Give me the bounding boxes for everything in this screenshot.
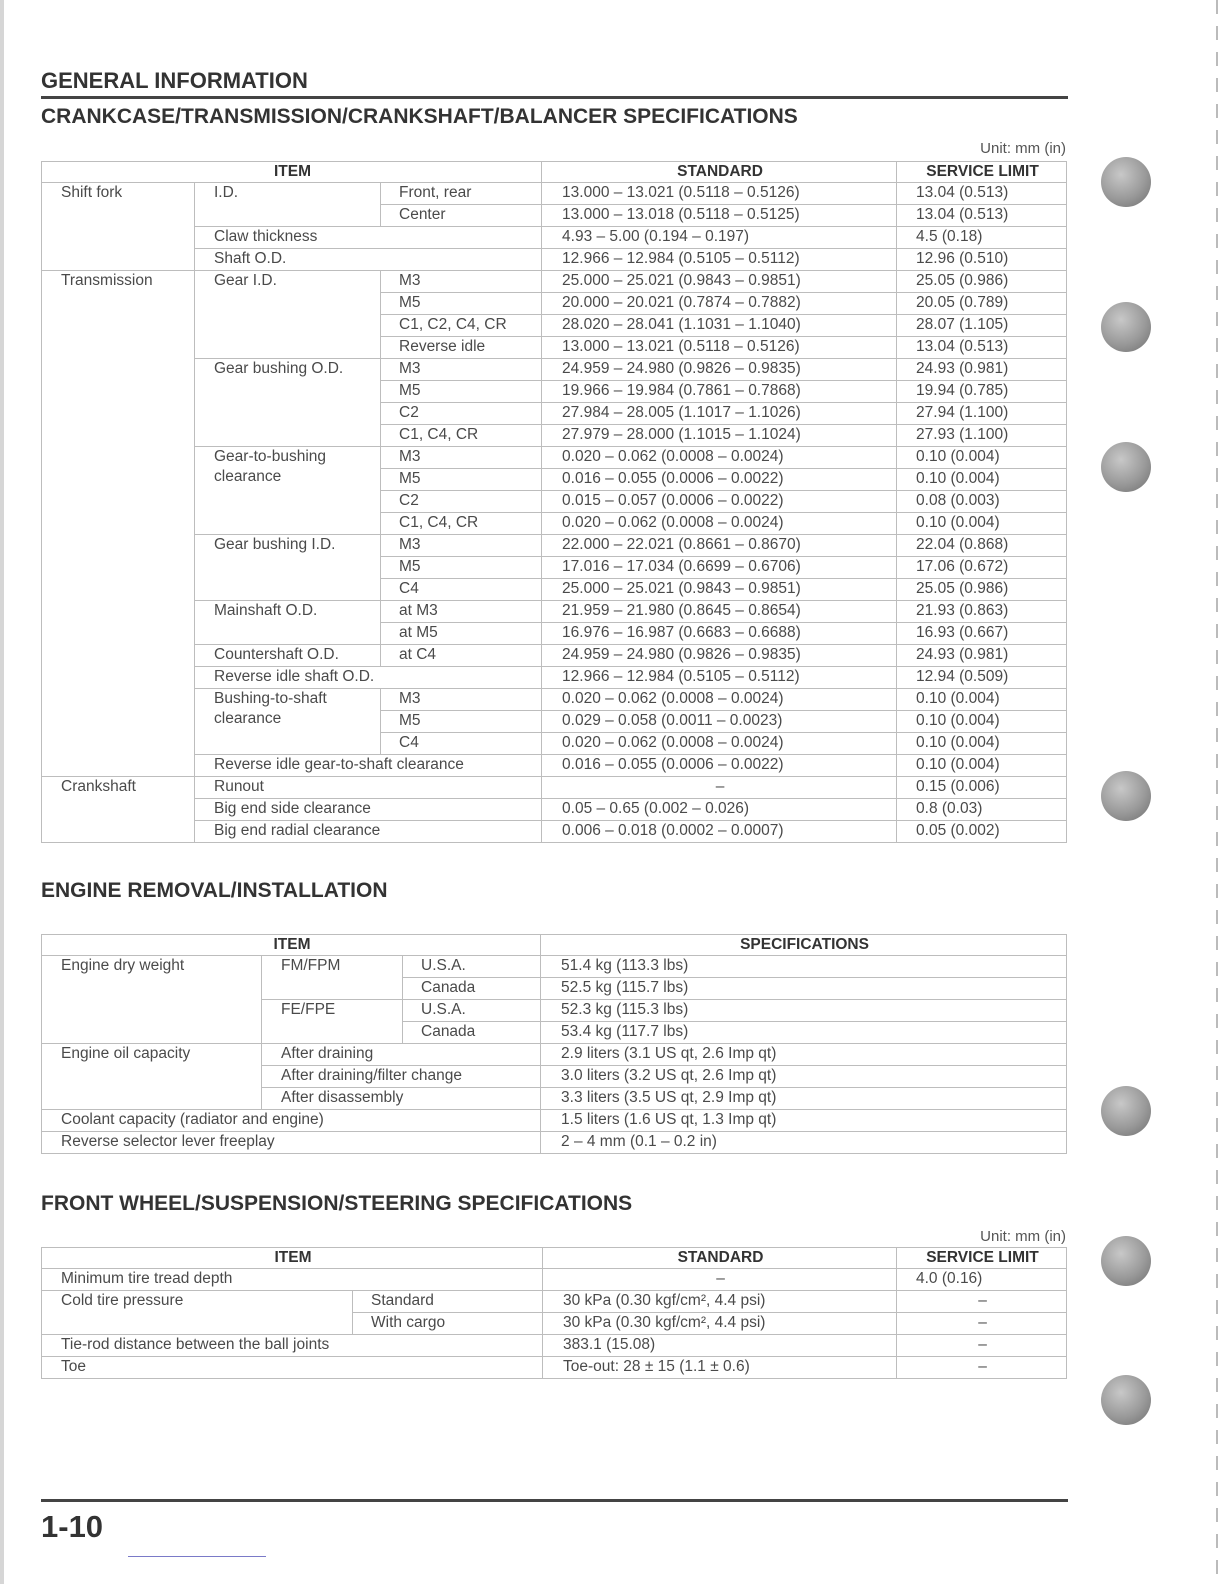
spec-cell: 52.5 kg (115.7 lbs) bbox=[541, 978, 1067, 1000]
spec-cell: 2.9 liters (3.1 US qt, 2.6 Imp qt) bbox=[541, 1044, 1067, 1066]
limit-cell: – bbox=[897, 1335, 1067, 1357]
standard-cell: 12.966 – 12.984 (0.5105 – 0.5112) bbox=[542, 667, 897, 689]
limit-cell: 25.05 (0.986) bbox=[897, 271, 1067, 293]
limit-cell: 13.04 (0.513) bbox=[897, 337, 1067, 359]
limit-cell: – bbox=[897, 1313, 1067, 1335]
limit-cell: 12.96 (0.510) bbox=[897, 249, 1067, 271]
sub-item-cell: C1, C4, CR bbox=[381, 513, 542, 535]
table-row bbox=[42, 1044, 1067, 1066]
item-cell: After draining/filter change bbox=[262, 1066, 541, 1088]
sub-item-cell: M5 bbox=[381, 557, 542, 579]
limit-cell: 0.15 (0.006) bbox=[897, 777, 1067, 799]
sub-item-cell: at M3 bbox=[381, 601, 542, 623]
table-row bbox=[42, 601, 1067, 623]
standard-cell: 27.984 – 28.005 (1.1017 – 1.1026) bbox=[542, 403, 897, 425]
table-header-row bbox=[42, 162, 1067, 183]
sub-item-cell: Center bbox=[381, 205, 542, 227]
standard-cell: 0.05 – 0.65 (0.002 – 0.026) bbox=[542, 799, 897, 821]
limit-cell: 24.93 (0.981) bbox=[897, 359, 1067, 381]
standard-cell: 25.000 – 25.021 (0.9843 – 0.9851) bbox=[542, 271, 897, 293]
table-row bbox=[42, 1335, 1067, 1357]
sub-item-cell: M3 bbox=[381, 271, 542, 293]
table-row bbox=[42, 183, 1067, 205]
table-header-row bbox=[42, 1248, 1067, 1269]
column-header-specifications: SPECIFICATIONS bbox=[541, 935, 1067, 956]
spec-cell: 52.3 kg (115.3 lbs) bbox=[541, 1000, 1067, 1022]
standard-cell: 17.016 – 17.034 (0.6699 – 0.6706) bbox=[542, 557, 897, 579]
page-edge-left bbox=[0, 0, 4, 1584]
standard-cell: 24.959 – 24.980 (0.9826 – 0.9835) bbox=[542, 359, 897, 381]
table-row bbox=[42, 821, 1067, 843]
table-row bbox=[42, 755, 1067, 777]
table-row bbox=[42, 535, 1067, 557]
spec-cell: 53.4 kg (117.7 lbs) bbox=[541, 1022, 1067, 1044]
item-cell: Toe bbox=[42, 1357, 543, 1379]
footer-rule bbox=[41, 1499, 1068, 1502]
limit-cell: 0.10 (0.004) bbox=[897, 447, 1067, 469]
table-row bbox=[42, 799, 1067, 821]
item-cell: Reverse idle shaft O.D. bbox=[195, 667, 542, 689]
standard-cell: 24.959 – 24.980 (0.9826 – 0.9835) bbox=[542, 645, 897, 667]
standard-cell: 20.000 – 20.021 (0.7874 – 0.7882) bbox=[542, 293, 897, 315]
item-cell: After draining bbox=[262, 1044, 541, 1066]
sub-item-cell: at M5 bbox=[381, 623, 542, 645]
engine-spec-table bbox=[41, 934, 1067, 1154]
sub-item-cell: M3 bbox=[381, 689, 542, 711]
item-group-cell: Transmission bbox=[42, 271, 195, 777]
standard-cell: 27.979 – 28.000 (1.1015 – 1.1024) bbox=[542, 425, 897, 447]
sub-item-cell: C2 bbox=[381, 403, 542, 425]
item-group-cell: Engine oil capacity bbox=[42, 1044, 262, 1110]
table-row bbox=[42, 777, 1067, 799]
binder-hole bbox=[1101, 442, 1151, 492]
standard-cell: 0.020 – 0.062 (0.0008 – 0.0024) bbox=[542, 689, 897, 711]
limit-cell: 0.10 (0.004) bbox=[897, 755, 1067, 777]
binder-hole bbox=[1101, 157, 1151, 207]
sub-item-cell: M5 bbox=[381, 293, 542, 315]
spec-cell: 51.4 kg (113.3 lbs) bbox=[541, 956, 1067, 978]
table-row bbox=[42, 227, 1067, 249]
column-header-service-limit: SERVICE LIMIT bbox=[897, 1248, 1067, 1269]
item-cell: Tie-rod distance between the ball joints bbox=[42, 1335, 543, 1357]
standard-cell: 13.000 – 13.021 (0.5118 – 0.5126) bbox=[542, 183, 897, 205]
standard-cell: 12.966 – 12.984 (0.5105 – 0.5112) bbox=[542, 249, 897, 271]
limit-cell: 21.93 (0.863) bbox=[897, 601, 1067, 623]
item-cell: I.D. bbox=[195, 183, 381, 227]
sub-item-cell: Canada bbox=[403, 1022, 541, 1044]
limit-cell: 4.0 (0.16) bbox=[897, 1269, 1067, 1291]
sub-item-cell: C4 bbox=[381, 579, 542, 601]
item-group-cell: Coolant capacity (radiator and engine) bbox=[42, 1110, 541, 1132]
standard-cell: – bbox=[543, 1269, 897, 1291]
column-header-item: ITEM bbox=[42, 162, 542, 183]
item-cell: Gear I.D. bbox=[195, 271, 381, 359]
item-group-cell: Crankshaft bbox=[42, 777, 195, 843]
standard-cell: 0.016 – 0.055 (0.0006 – 0.0022) bbox=[542, 469, 897, 491]
item-cell: Gear bushing O.D. bbox=[195, 359, 381, 447]
limit-cell: 0.10 (0.004) bbox=[897, 733, 1067, 755]
limit-cell: 22.04 (0.868) bbox=[897, 535, 1067, 557]
item-group-cell: Shift fork bbox=[42, 183, 195, 271]
standard-cell: 30 kPa (0.30 kgf/cm², 4.4 psi) bbox=[543, 1313, 897, 1335]
item-cell: Claw thickness bbox=[195, 227, 542, 249]
page-edge-right bbox=[1216, 0, 1218, 1584]
binder-hole bbox=[1101, 302, 1151, 352]
binder-hole bbox=[1101, 771, 1151, 821]
sub-item-cell: U.S.A. bbox=[403, 956, 541, 978]
column-header-item: ITEM bbox=[42, 1248, 543, 1269]
binder-hole bbox=[1101, 1236, 1151, 1286]
limit-cell: 17.06 (0.672) bbox=[897, 557, 1067, 579]
standard-cell: – bbox=[542, 777, 897, 799]
item-cell: Big end side clearance bbox=[195, 799, 542, 821]
standard-cell: 21.959 – 21.980 (0.8645 – 0.8654) bbox=[542, 601, 897, 623]
item-cell: Big end radial clearance bbox=[195, 821, 542, 843]
limit-cell: 0.10 (0.004) bbox=[897, 469, 1067, 491]
sub-item-cell: M5 bbox=[381, 381, 542, 403]
front-section-title: FRONT WHEEL/SUSPENSION/STEERING SPECIFICATIONS bbox=[41, 1192, 633, 1215]
footer-link-line bbox=[128, 1556, 266, 1557]
sub-item-cell: M5 bbox=[381, 711, 542, 733]
item-cell: Countershaft O.D. bbox=[195, 645, 381, 667]
sub-item-cell: M3 bbox=[381, 447, 542, 469]
limit-cell: – bbox=[897, 1291, 1067, 1313]
table-row bbox=[42, 249, 1067, 271]
item-group-cell: Engine dry weight bbox=[42, 956, 262, 1044]
sub-item-cell: C1, C4, CR bbox=[381, 425, 542, 447]
item-cell: After disassembly bbox=[262, 1088, 541, 1110]
page-header: GENERAL INFORMATION bbox=[41, 68, 308, 93]
front-unit-label: Unit: mm (in) bbox=[980, 1228, 1066, 1245]
sub-item-cell: M3 bbox=[381, 535, 542, 557]
limit-cell: 13.04 (0.513) bbox=[897, 183, 1067, 205]
item-cell: Mainshaft O.D. bbox=[195, 601, 381, 645]
table-row bbox=[42, 1269, 1067, 1291]
standard-cell: 4.93 – 5.00 (0.194 – 0.197) bbox=[542, 227, 897, 249]
standard-cell: 28.020 – 28.041 (1.1031 – 1.1040) bbox=[542, 315, 897, 337]
table-row bbox=[42, 667, 1067, 689]
item-cell: Gear-to-bushing clearance bbox=[195, 447, 381, 535]
limit-cell: 0.10 (0.004) bbox=[897, 711, 1067, 733]
item-cell: Cold tire pressure bbox=[42, 1291, 353, 1335]
sub-item-cell: Standard bbox=[353, 1291, 543, 1313]
spec-cell: 3.3 liters (3.5 US qt, 2.9 Imp qt) bbox=[541, 1088, 1067, 1110]
standard-cell: 0.020 – 0.062 (0.0008 – 0.0024) bbox=[542, 513, 897, 535]
sub-item-cell: With cargo bbox=[353, 1313, 543, 1335]
limit-cell: 0.10 (0.004) bbox=[897, 513, 1067, 535]
limit-cell: 16.93 (0.667) bbox=[897, 623, 1067, 645]
table-row bbox=[42, 447, 1067, 469]
limit-cell: 0.8 (0.03) bbox=[897, 799, 1067, 821]
table-row bbox=[42, 1357, 1067, 1379]
limit-cell: 13.04 (0.513) bbox=[897, 205, 1067, 227]
spec-cell: 1.5 liters (1.6 US qt, 1.3 Imp qt) bbox=[541, 1110, 1067, 1132]
limit-cell: 19.94 (0.785) bbox=[897, 381, 1067, 403]
table-row bbox=[42, 1110, 1067, 1132]
standard-cell: 13.000 – 13.021 (0.5118 – 0.5126) bbox=[542, 337, 897, 359]
table-row bbox=[42, 271, 1067, 293]
standard-cell: 0.015 – 0.057 (0.0006 – 0.0022) bbox=[542, 491, 897, 513]
sub-item-cell: C2 bbox=[381, 491, 542, 513]
table-row bbox=[42, 1132, 1067, 1154]
item-cell: FE/FPE bbox=[262, 1000, 403, 1044]
limit-cell: 24.93 (0.981) bbox=[897, 645, 1067, 667]
sub-item-cell: at C4 bbox=[381, 645, 542, 667]
sub-item-cell: Front, rear bbox=[381, 183, 542, 205]
standard-cell: 22.000 – 22.021 (0.8661 – 0.8670) bbox=[542, 535, 897, 557]
limit-cell: 0.08 (0.003) bbox=[897, 491, 1067, 513]
standard-cell: 0.006 – 0.018 (0.0002 – 0.0007) bbox=[542, 821, 897, 843]
standard-cell: 0.029 – 0.058 (0.0011 – 0.0023) bbox=[542, 711, 897, 733]
sub-item-cell: Reverse idle bbox=[381, 337, 542, 359]
crankcase-spec-table bbox=[41, 161, 1067, 843]
limit-cell: 0.10 (0.004) bbox=[897, 689, 1067, 711]
sub-item-cell: C1, C2, C4, CR bbox=[381, 315, 542, 337]
page-number: 1-10 bbox=[41, 1509, 104, 1544]
column-header-service-limit: SERVICE LIMIT bbox=[897, 162, 1067, 183]
limit-cell: 12.94 (0.509) bbox=[897, 667, 1067, 689]
standard-cell: 16.976 – 16.987 (0.6683 – 0.6688) bbox=[542, 623, 897, 645]
crankcase-unit-label: Unit: mm (in) bbox=[980, 140, 1066, 157]
standard-cell: 19.966 – 19.984 (0.7861 – 0.7868) bbox=[542, 381, 897, 403]
sub-item-cell: U.S.A. bbox=[403, 1000, 541, 1022]
table-row bbox=[42, 689, 1067, 711]
column-header-item: ITEM bbox=[42, 935, 541, 956]
item-group-cell: Reverse selector lever freeplay bbox=[42, 1132, 541, 1154]
crankcase-section-title: CRANKCASE/TRANSMISSION/CRANKSHAFT/BALANCER SPECIFICATIONS bbox=[41, 105, 798, 128]
table-header-row bbox=[42, 935, 1067, 956]
binder-hole bbox=[1101, 1086, 1151, 1136]
item-cell: FM/FPM bbox=[262, 956, 403, 1000]
item-cell: Runout bbox=[195, 777, 542, 799]
sub-item-cell: C4 bbox=[381, 733, 542, 755]
item-cell: Gear bushing I.D. bbox=[195, 535, 381, 601]
sub-item-cell: Canada bbox=[403, 978, 541, 1000]
standard-cell: 25.000 – 25.021 (0.9843 – 0.9851) bbox=[542, 579, 897, 601]
standard-cell: 0.020 – 0.062 (0.0008 – 0.0024) bbox=[542, 733, 897, 755]
sub-item-cell: M5 bbox=[381, 469, 542, 491]
limit-cell: 27.94 (1.100) bbox=[897, 403, 1067, 425]
standard-cell: 383.1 (15.08) bbox=[543, 1335, 897, 1357]
limit-cell: 20.05 (0.789) bbox=[897, 293, 1067, 315]
standard-cell: Toe-out: 28 ± 15 (1.1 ± 0.6) bbox=[543, 1357, 897, 1379]
table-row bbox=[42, 645, 1067, 667]
item-cell: Shaft O.D. bbox=[195, 249, 542, 271]
column-header-standard: STANDARD bbox=[542, 162, 897, 183]
limit-cell: – bbox=[897, 1357, 1067, 1379]
item-cell: Reverse idle gear-to-shaft clearance bbox=[195, 755, 542, 777]
header-rule bbox=[41, 96, 1068, 99]
table-row bbox=[42, 1291, 1067, 1313]
limit-cell: 27.93 (1.100) bbox=[897, 425, 1067, 447]
limit-cell: 4.5 (0.18) bbox=[897, 227, 1067, 249]
column-header-standard: STANDARD bbox=[543, 1248, 897, 1269]
table-row bbox=[42, 359, 1067, 381]
standard-cell: 13.000 – 13.018 (0.5118 – 0.5125) bbox=[542, 205, 897, 227]
spec-cell: 2 – 4 mm (0.1 – 0.2 in) bbox=[541, 1132, 1067, 1154]
limit-cell: 0.05 (0.002) bbox=[897, 821, 1067, 843]
table-row bbox=[42, 956, 1067, 978]
front-spec-table bbox=[41, 1247, 1067, 1379]
item-cell: Minimum tire tread depth bbox=[42, 1269, 543, 1291]
spec-cell: 3.0 liters (3.2 US qt, 2.6 Imp qt) bbox=[541, 1066, 1067, 1088]
sub-item-cell: M3 bbox=[381, 359, 542, 381]
standard-cell: 0.016 – 0.055 (0.0006 – 0.0022) bbox=[542, 755, 897, 777]
limit-cell: 25.05 (0.986) bbox=[897, 579, 1067, 601]
standard-cell: 0.020 – 0.062 (0.0008 – 0.0024) bbox=[542, 447, 897, 469]
binder-hole bbox=[1101, 1375, 1151, 1425]
standard-cell: 30 kPa (0.30 kgf/cm², 4.4 psi) bbox=[543, 1291, 897, 1313]
limit-cell: 28.07 (1.105) bbox=[897, 315, 1067, 337]
engine-section-title: ENGINE REMOVAL/INSTALLATION bbox=[41, 879, 388, 902]
item-cell: Bushing-to-shaft clearance bbox=[195, 689, 381, 755]
